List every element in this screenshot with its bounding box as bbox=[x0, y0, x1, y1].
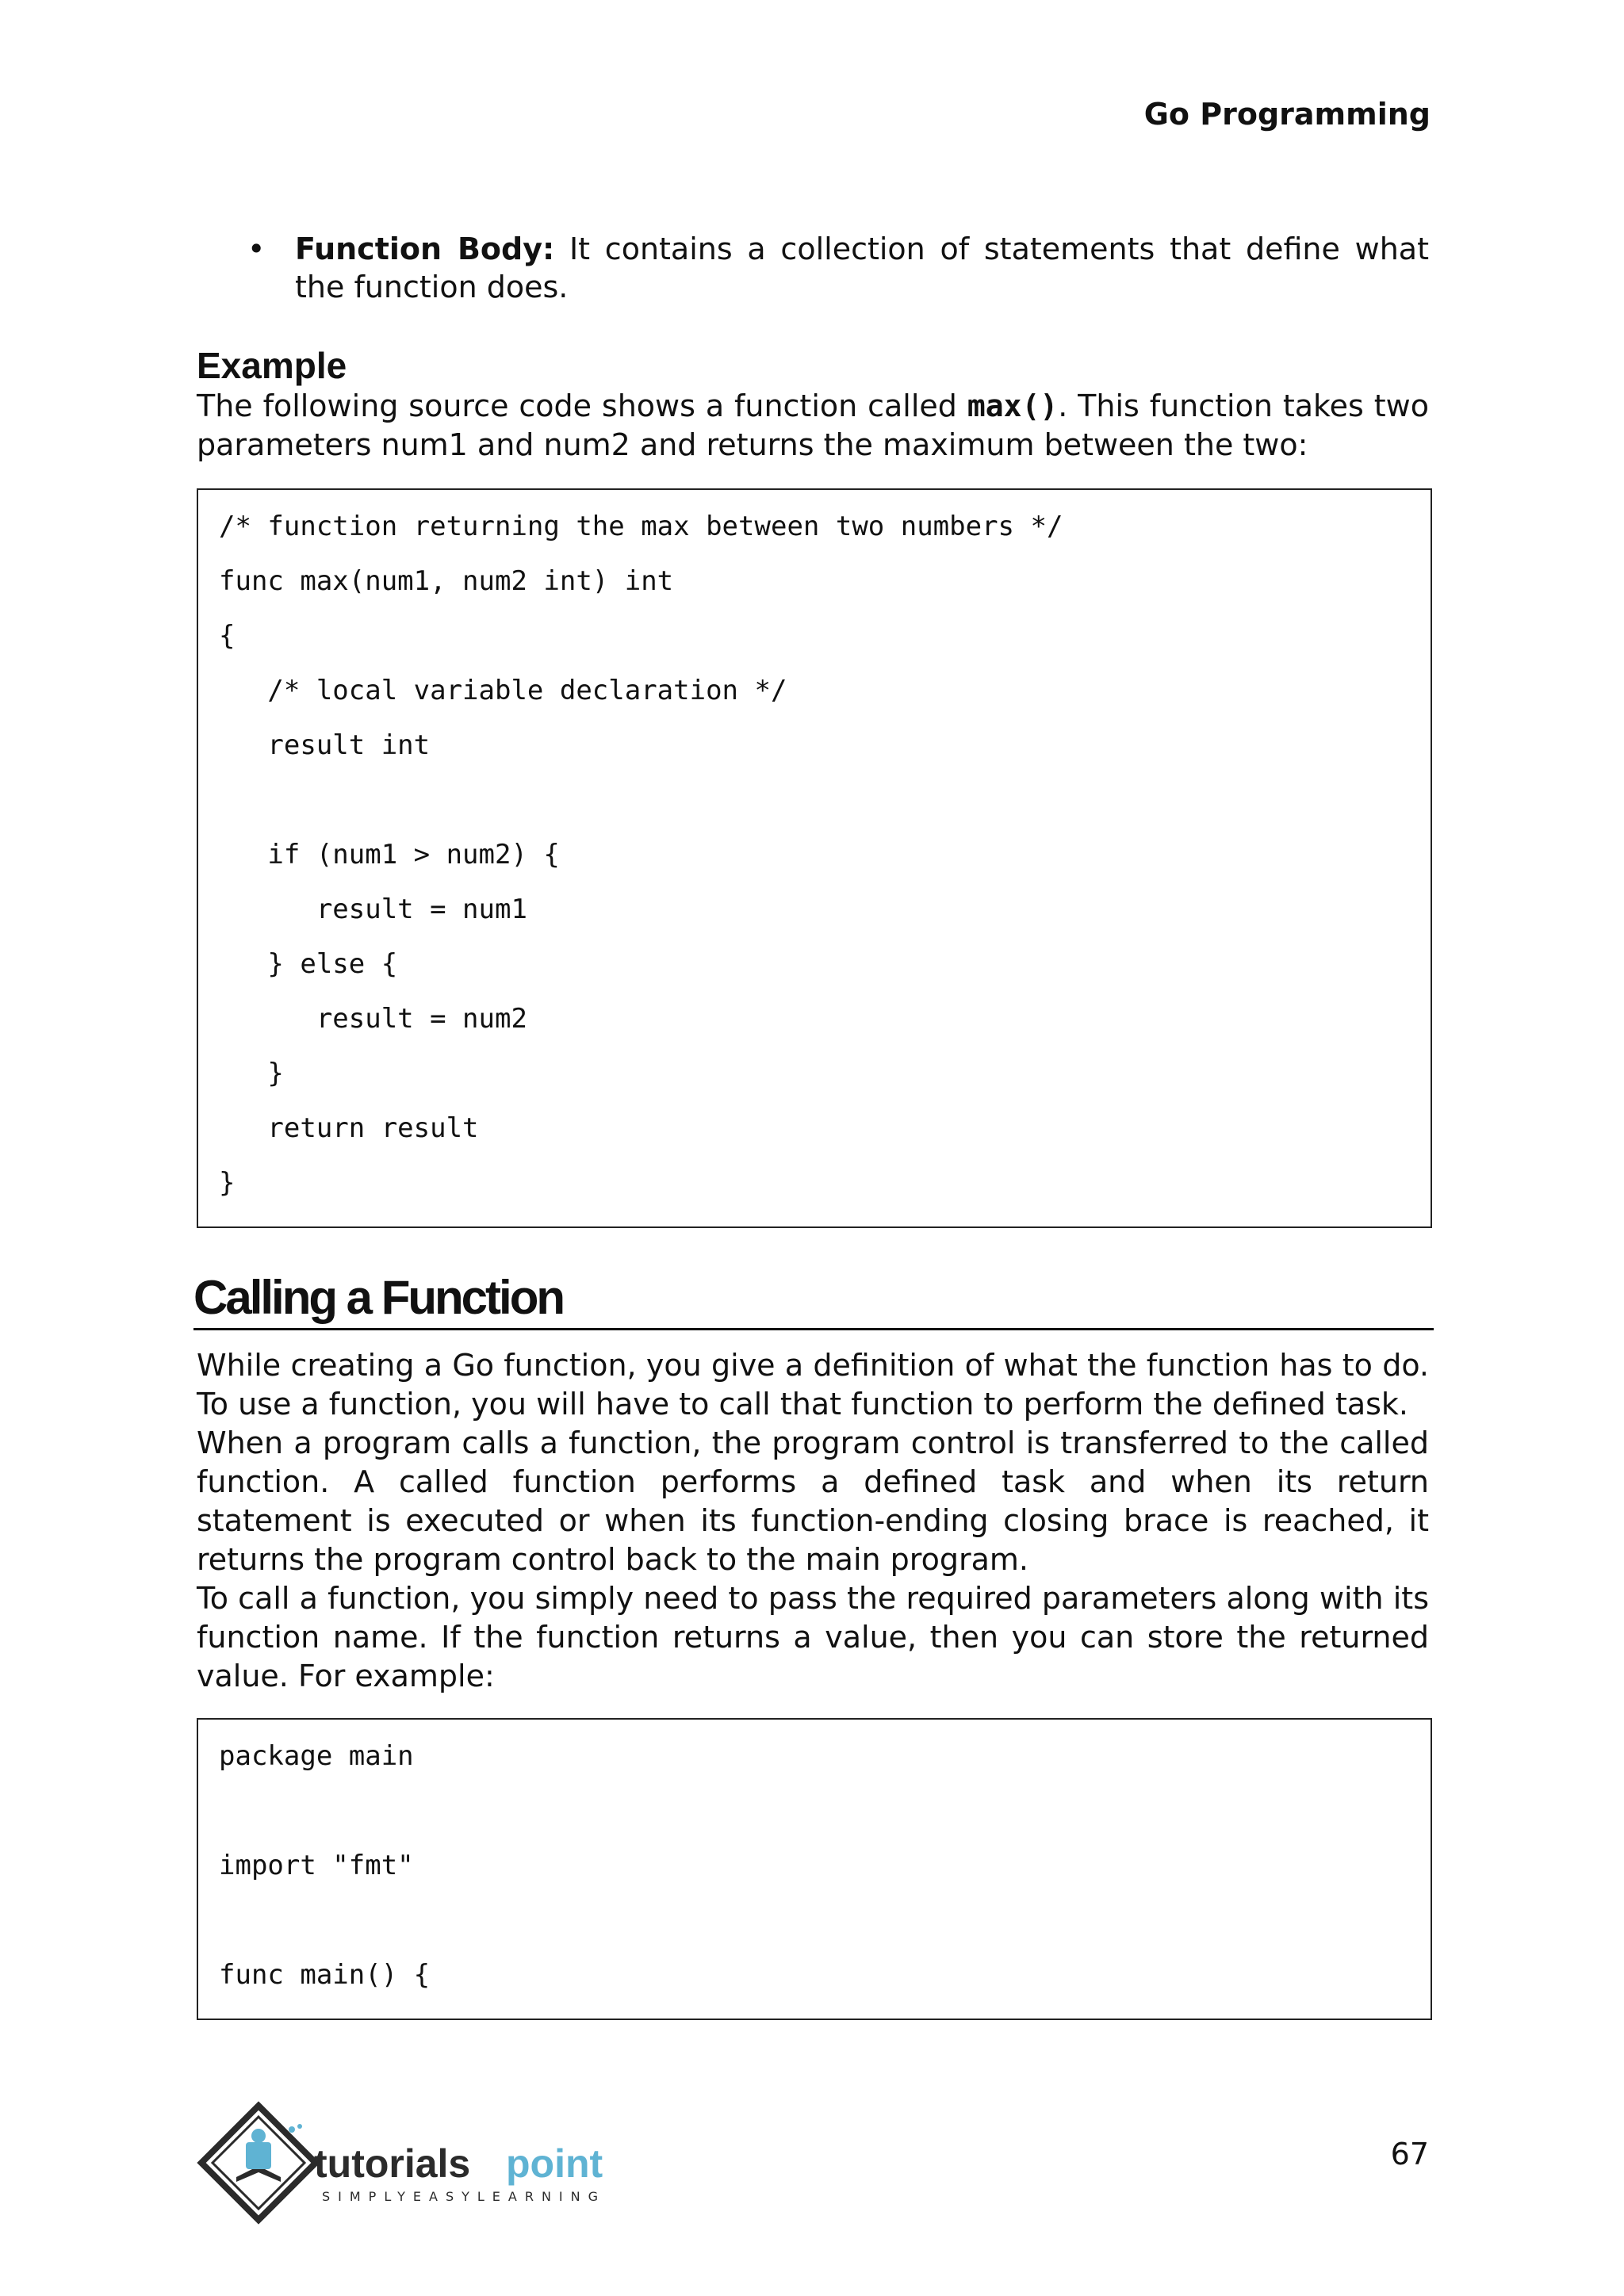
code-line: } bbox=[219, 1167, 236, 1199]
code-line: return result bbox=[219, 1112, 479, 1144]
code-line: /* function returning the max between two numbers */ bbox=[219, 511, 1063, 542]
calling-paragraphs bbox=[197, 1346, 1429, 1696]
code-line: } else { bbox=[219, 948, 398, 980]
section-heading-calling: Calling a Function bbox=[193, 1272, 1434, 1330]
code-line: result = num1 bbox=[219, 894, 527, 925]
calling-paragraph: When a program calls a function, the program control is transferred to the called function. A called function performs a defined task and when its return statement is executed or when its function-ending closing brace is reached, it returns the program control back to the main program. bbox=[197, 1425, 1429, 1577]
calling-paragraph: To call a function, you simply need to pass the required parameters along with its function name. If the function returns a value, then you can store the returned value. For example: bbox=[197, 1581, 1429, 1693]
code-line: result = num2 bbox=[219, 1003, 527, 1035]
code-line: /* local variable declaration */ bbox=[219, 675, 787, 706]
bullet-item bbox=[197, 230, 1429, 306]
code-line: func max(num1, num2 int) int bbox=[219, 565, 674, 597]
page-content bbox=[193, 230, 1429, 2020]
code-line bbox=[219, 778, 1410, 832]
example-intro bbox=[197, 387, 1429, 465]
example-intro-after: . This function takes two parameters num1 and num2 and returns the maximum between the two: bbox=[197, 388, 1429, 462]
code-block-max-function bbox=[197, 488, 1432, 1228]
logo-icon bbox=[195, 2099, 639, 2226]
calling-paragraph: While creating a Go function, you give a definition of what the function has to do. To use a function, you will have to call that function to perform the defined task. bbox=[197, 1348, 1429, 1422]
logo-tagline: SIMPLYEASYLEARNING bbox=[322, 2189, 607, 2204]
bullet-term: Function Body: bbox=[295, 232, 555, 266]
bullet-text: It contains a collection of statements that define what the function does. bbox=[295, 232, 1429, 304]
logo-dot-2 bbox=[297, 2124, 302, 2129]
code-line: package main bbox=[219, 1740, 414, 1772]
code-line: { bbox=[219, 620, 236, 652]
code-line bbox=[219, 1898, 1410, 1953]
logo-dot-1 bbox=[289, 2126, 295, 2133]
page-header-title: Go Programming bbox=[1143, 97, 1431, 132]
tutorialspoint-logo bbox=[195, 2099, 639, 2226]
code-line: import "fmt" bbox=[219, 1850, 414, 1881]
page-number: 67 bbox=[1390, 2137, 1429, 2172]
logo-word-point: point bbox=[506, 2141, 603, 2186]
logo-figure-head bbox=[251, 2129, 266, 2143]
logo-word-tutorials: tutorials bbox=[314, 2141, 471, 2186]
code-block-main-example bbox=[197, 1718, 1432, 2020]
logo-figure-body bbox=[246, 2142, 271, 2169]
example-intro-before: The following source code shows a function called bbox=[197, 388, 967, 423]
example-heading: Example bbox=[197, 345, 347, 386]
code-line: result int bbox=[219, 729, 431, 761]
code-line: } bbox=[219, 1058, 284, 1089]
bullet-dot-icon: • bbox=[247, 232, 266, 266]
example-intro-code: max() bbox=[967, 388, 1059, 423]
code-line bbox=[219, 1789, 1410, 1843]
code-line: func main() { bbox=[219, 1959, 431, 1991]
code-line: if (num1 > num2) { bbox=[219, 839, 560, 871]
